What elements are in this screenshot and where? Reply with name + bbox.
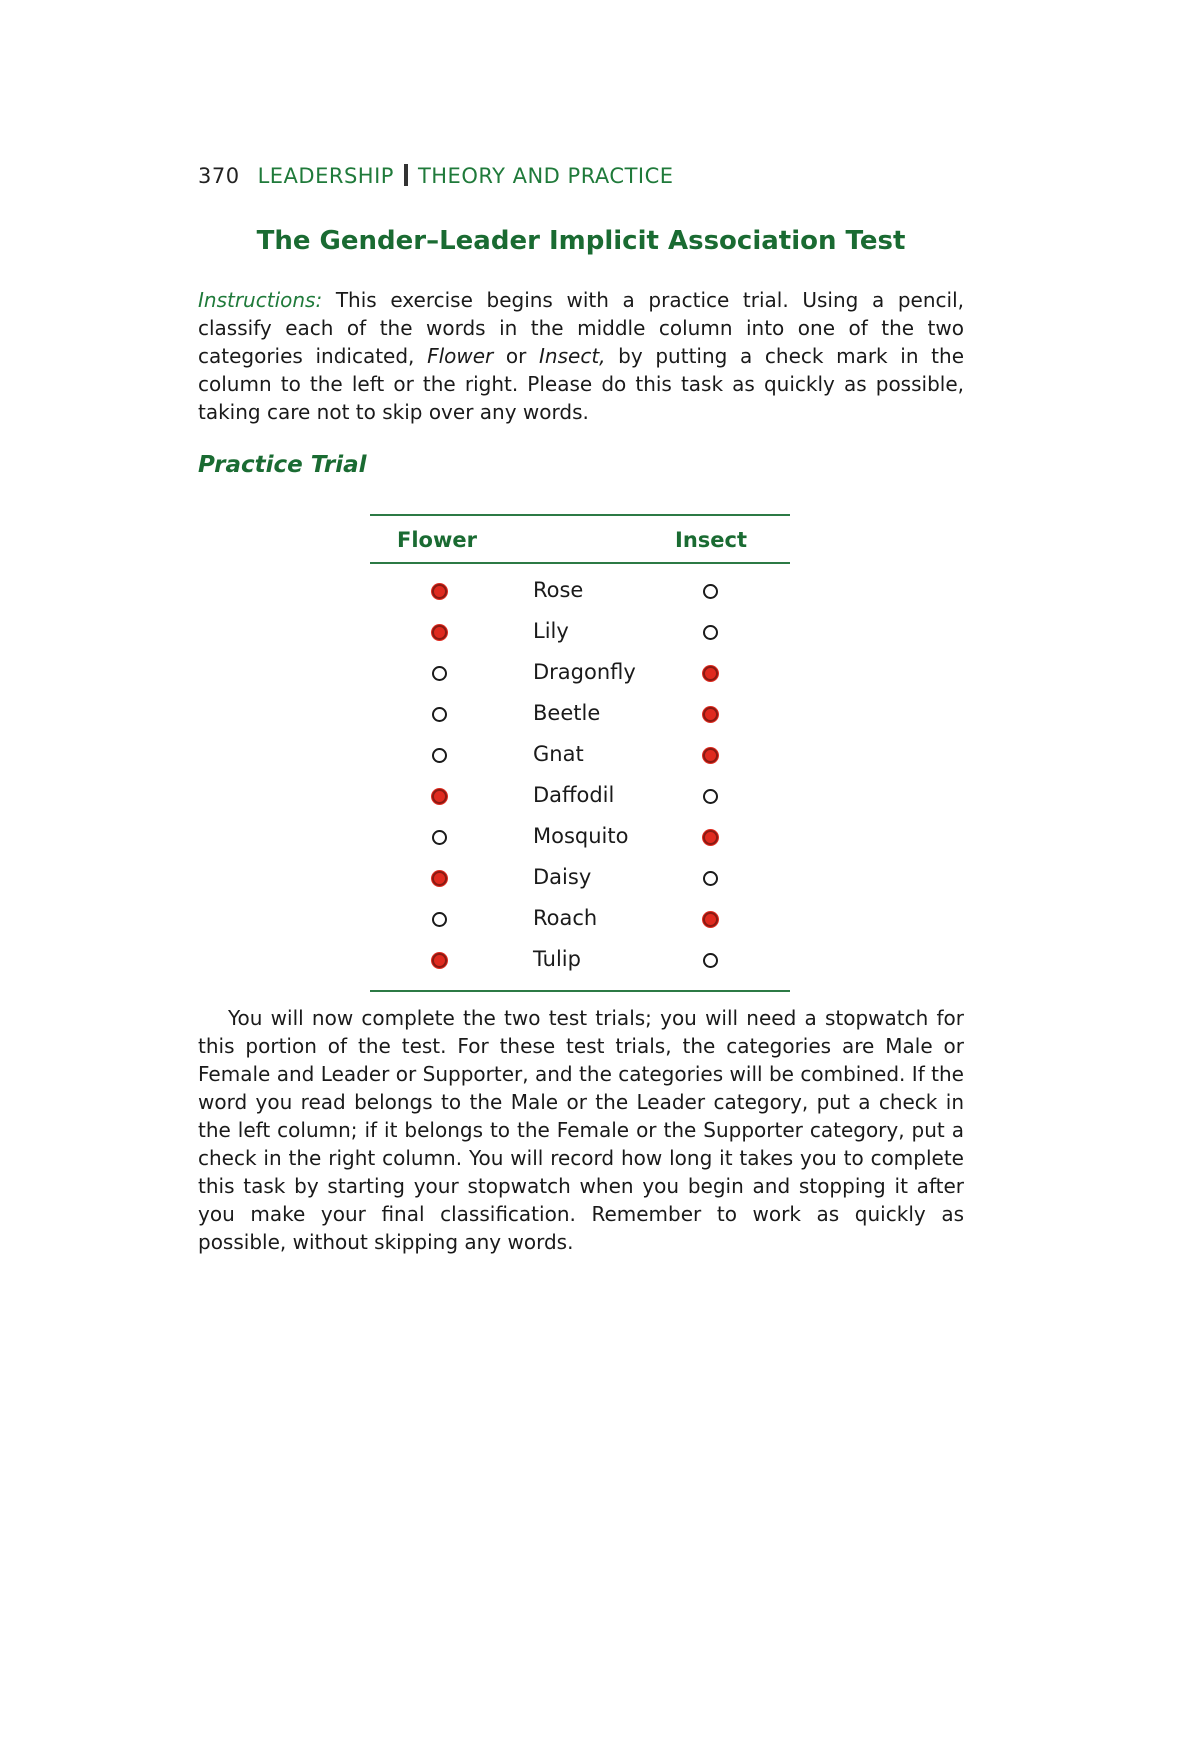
separator-bar [404,164,408,186]
trial-row [370,697,790,738]
insect-checkbox-checked[interactable] [703,707,718,722]
test-trial-paragraph: You will now complete the two test trials; you will need a stopwatch for this portion of the test. For these test trials, the categories are Male or Female and Leader or Supporter, and the categories will be combined. If the word you read belongs to the Male or the Leader category, put a check in the left column; if it belongs to the Female or the Supporter category, put a check in the right column. You will record how long it takes you to complete this task by starting your stopwatch when you begin and stopping it after you make your final classification. Remember to work as quickly as possible, without skipping any words. [198,1006,964,1254]
flower-checkbox-checked[interactable] [432,789,447,804]
trial-rows [370,564,790,990]
trial-word: Gnat [533,742,584,766]
column-header-flower: Flower [397,528,477,552]
insect-checkbox-empty[interactable] [703,625,718,640]
insect-checkbox-empty[interactable] [703,953,718,968]
trial-word: Roach [533,906,598,930]
insect-checkbox-checked[interactable] [703,666,718,681]
trial-table-header [370,516,790,564]
trial-word: Dragonfly [533,660,636,684]
instructions-text-1: This exercise begins with a practice trial. Using a pencil, classify each of the words in the middle column into one of the two categories indicated, [198,288,964,368]
trial-row [370,738,790,779]
trial-row [370,779,790,820]
trial-row [370,902,790,943]
trial-word: Beetle [533,701,601,725]
trial-word: Daffodil [533,783,615,807]
trial-row [370,820,790,861]
practice-trial-heading: Practice Trial [198,452,367,478]
trial-row [370,615,790,656]
running-head [198,164,674,188]
page-number: 370 [198,164,240,188]
instructions-text-3: by putting a check mark in the column to the left or the right. Please do this task as quickly as possible, taking care not to skip over any words. [198,344,964,424]
practice-trial-table [370,514,790,992]
trial-word: Tulip [533,947,581,971]
insect-checkbox-empty[interactable] [703,871,718,886]
flower-checkbox-empty[interactable] [432,707,447,722]
flower-checkbox-checked[interactable] [432,953,447,968]
trial-row [370,656,790,697]
trial-word: Lily [533,619,569,643]
book-title-part1: LEADERSHIP [257,164,394,188]
category-insect: Insect, [539,344,606,368]
instructions-text-2: or [493,344,540,368]
instructions-paragraph [198,286,964,426]
trial-row [370,861,790,902]
trial-word: Rose [533,578,584,602]
instructions-lead: Instructions: [198,288,323,312]
trial-row [370,574,790,615]
flower-checkbox-empty[interactable] [432,748,447,763]
insect-checkbox-checked[interactable] [703,830,718,845]
flower-checkbox-empty[interactable] [432,912,447,927]
flower-checkbox-empty[interactable] [432,666,447,681]
page-title: The Gender–Leader Implicit Association Test [256,226,906,256]
trial-word: Daisy [533,865,592,889]
flower-checkbox-checked[interactable] [432,871,447,886]
trial-row [370,943,790,984]
insect-checkbox-empty[interactable] [703,584,718,599]
book-title-part2: THEORY AND PRACTICE [417,164,674,188]
insect-checkbox-checked[interactable] [703,748,718,763]
flower-checkbox-empty[interactable] [432,830,447,845]
category-flower: Flower [427,344,494,368]
insect-checkbox-empty[interactable] [703,789,718,804]
column-header-insect: Insect [675,528,747,552]
flower-checkbox-checked[interactable] [432,584,447,599]
insect-checkbox-checked[interactable] [703,912,718,927]
trial-word: Mosquito [533,824,629,848]
flower-checkbox-checked[interactable] [432,625,447,640]
